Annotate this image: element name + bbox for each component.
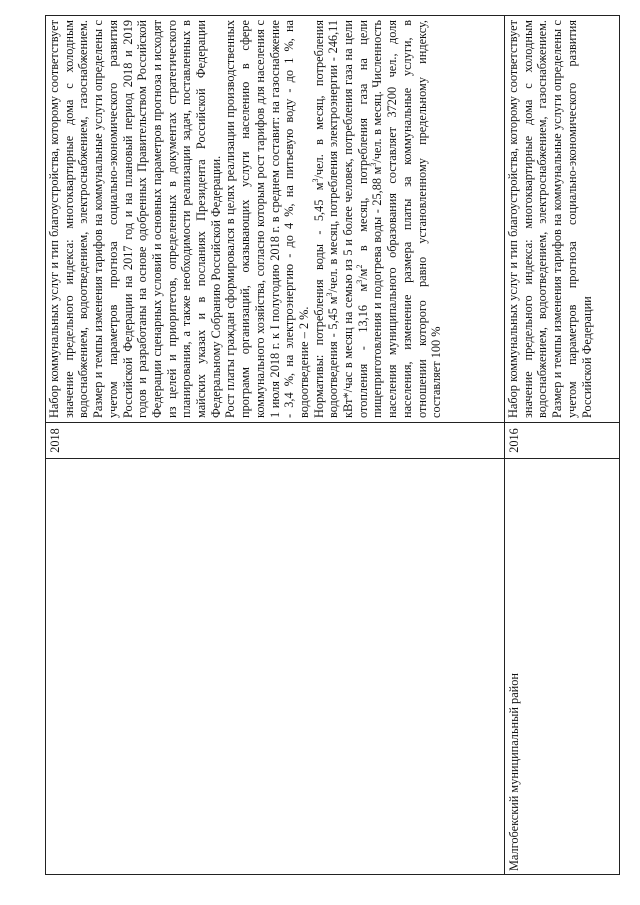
norms-paragraph [312, 20, 444, 418]
superscript: 3 [369, 162, 379, 167]
norms-text: /чел. в месяц. Численность населения муниципального образования составляет 37200 чел., доля населения, изменение размера платы за коммунальные услуги, в отношении которого равно установленному предельному индексу, составляет 100 % [370, 20, 444, 418]
superscript: 3 [310, 178, 320, 183]
municipality-cell [46, 458, 504, 874]
description-cell [505, 16, 619, 422]
norms-text: /чел. в месяц, потребления электроэнергии - 246,11 кВт*/час в месяц на семью из 5 и более человек, потребления газа на цели отопления - 13,16 м [326, 20, 370, 418]
year-cell: 2018 [46, 422, 504, 458]
services-paragraph: Набор коммунальных услуг и тип благоустройства, которому соответствует значение предельного индекса: многоквартирные дома с холодным водоснабжением, водоотведением, электроснабжением, газоснабжением. Размер и темпы изменения тарифов на коммунальные услуги определены с учетом параметров прогноза социально-экономического развития Российской Федерации на 2017 год и на плановый период 2018 и 2019 годов и разработаны на основе одобренных Правительством Российской Федерации сценарных условий и основных параметров прогноза и исходят из целей и приоритетов, определенных в документах стратегического планирования, а также необходимости реализации задач, поставленных в майских указах и в посланиях Президента Российской Федерации Федеральному Собранию Российской Федерации. [47, 20, 223, 418]
year-cell: 2016 [505, 422, 619, 458]
table-row [46, 16, 504, 874]
municipality-cell: Малгобекский муниципальный район [505, 458, 619, 874]
superscript: 2 [354, 264, 364, 269]
norms-text: в месяц, потребления газа на цели пищеприготовления и подогрева воды - 25,88 м [355, 20, 385, 418]
table-row [504, 16, 619, 874]
document-table [45, 15, 620, 875]
norms-text: Нормативы: потребления воды - 5,45 м [311, 182, 326, 418]
superscript: 3 [325, 292, 335, 297]
norms-text: /м [355, 268, 370, 280]
superscript: 3 [354, 279, 364, 284]
tariff-growth-paragraph: Рост платы граждан сформировался в целях реализации производственных программ организаций, оказывающих услуги населению в сфере коммунального хозяйства, согласно которым рост тарифов для населения с 1 июля 2018 г. к I полугодию 2018 г. в среднем составит: на газоснабжение - 3,4 %, на электроэнергию - до 4 %, на питьевую воду - до 1 %, на водоотведение – 2 %. [223, 20, 311, 418]
description-cell [46, 16, 504, 422]
norms-text: /чел. в месяц, потребления водоотведения - 5,45 м [311, 20, 341, 418]
services-paragraph: Набор коммунальных услуг и тип благоустройства, которому соответствует значение предельного индекса: многоквартирные дома с холодным водоснабжением, водоотведением, электроснабжением, газоснабжением. Размер и темпы изменения тарифов на коммунальные услуги определены с учетом параметров прогноза социально-экономического развития Российской Федерации [506, 20, 594, 418]
